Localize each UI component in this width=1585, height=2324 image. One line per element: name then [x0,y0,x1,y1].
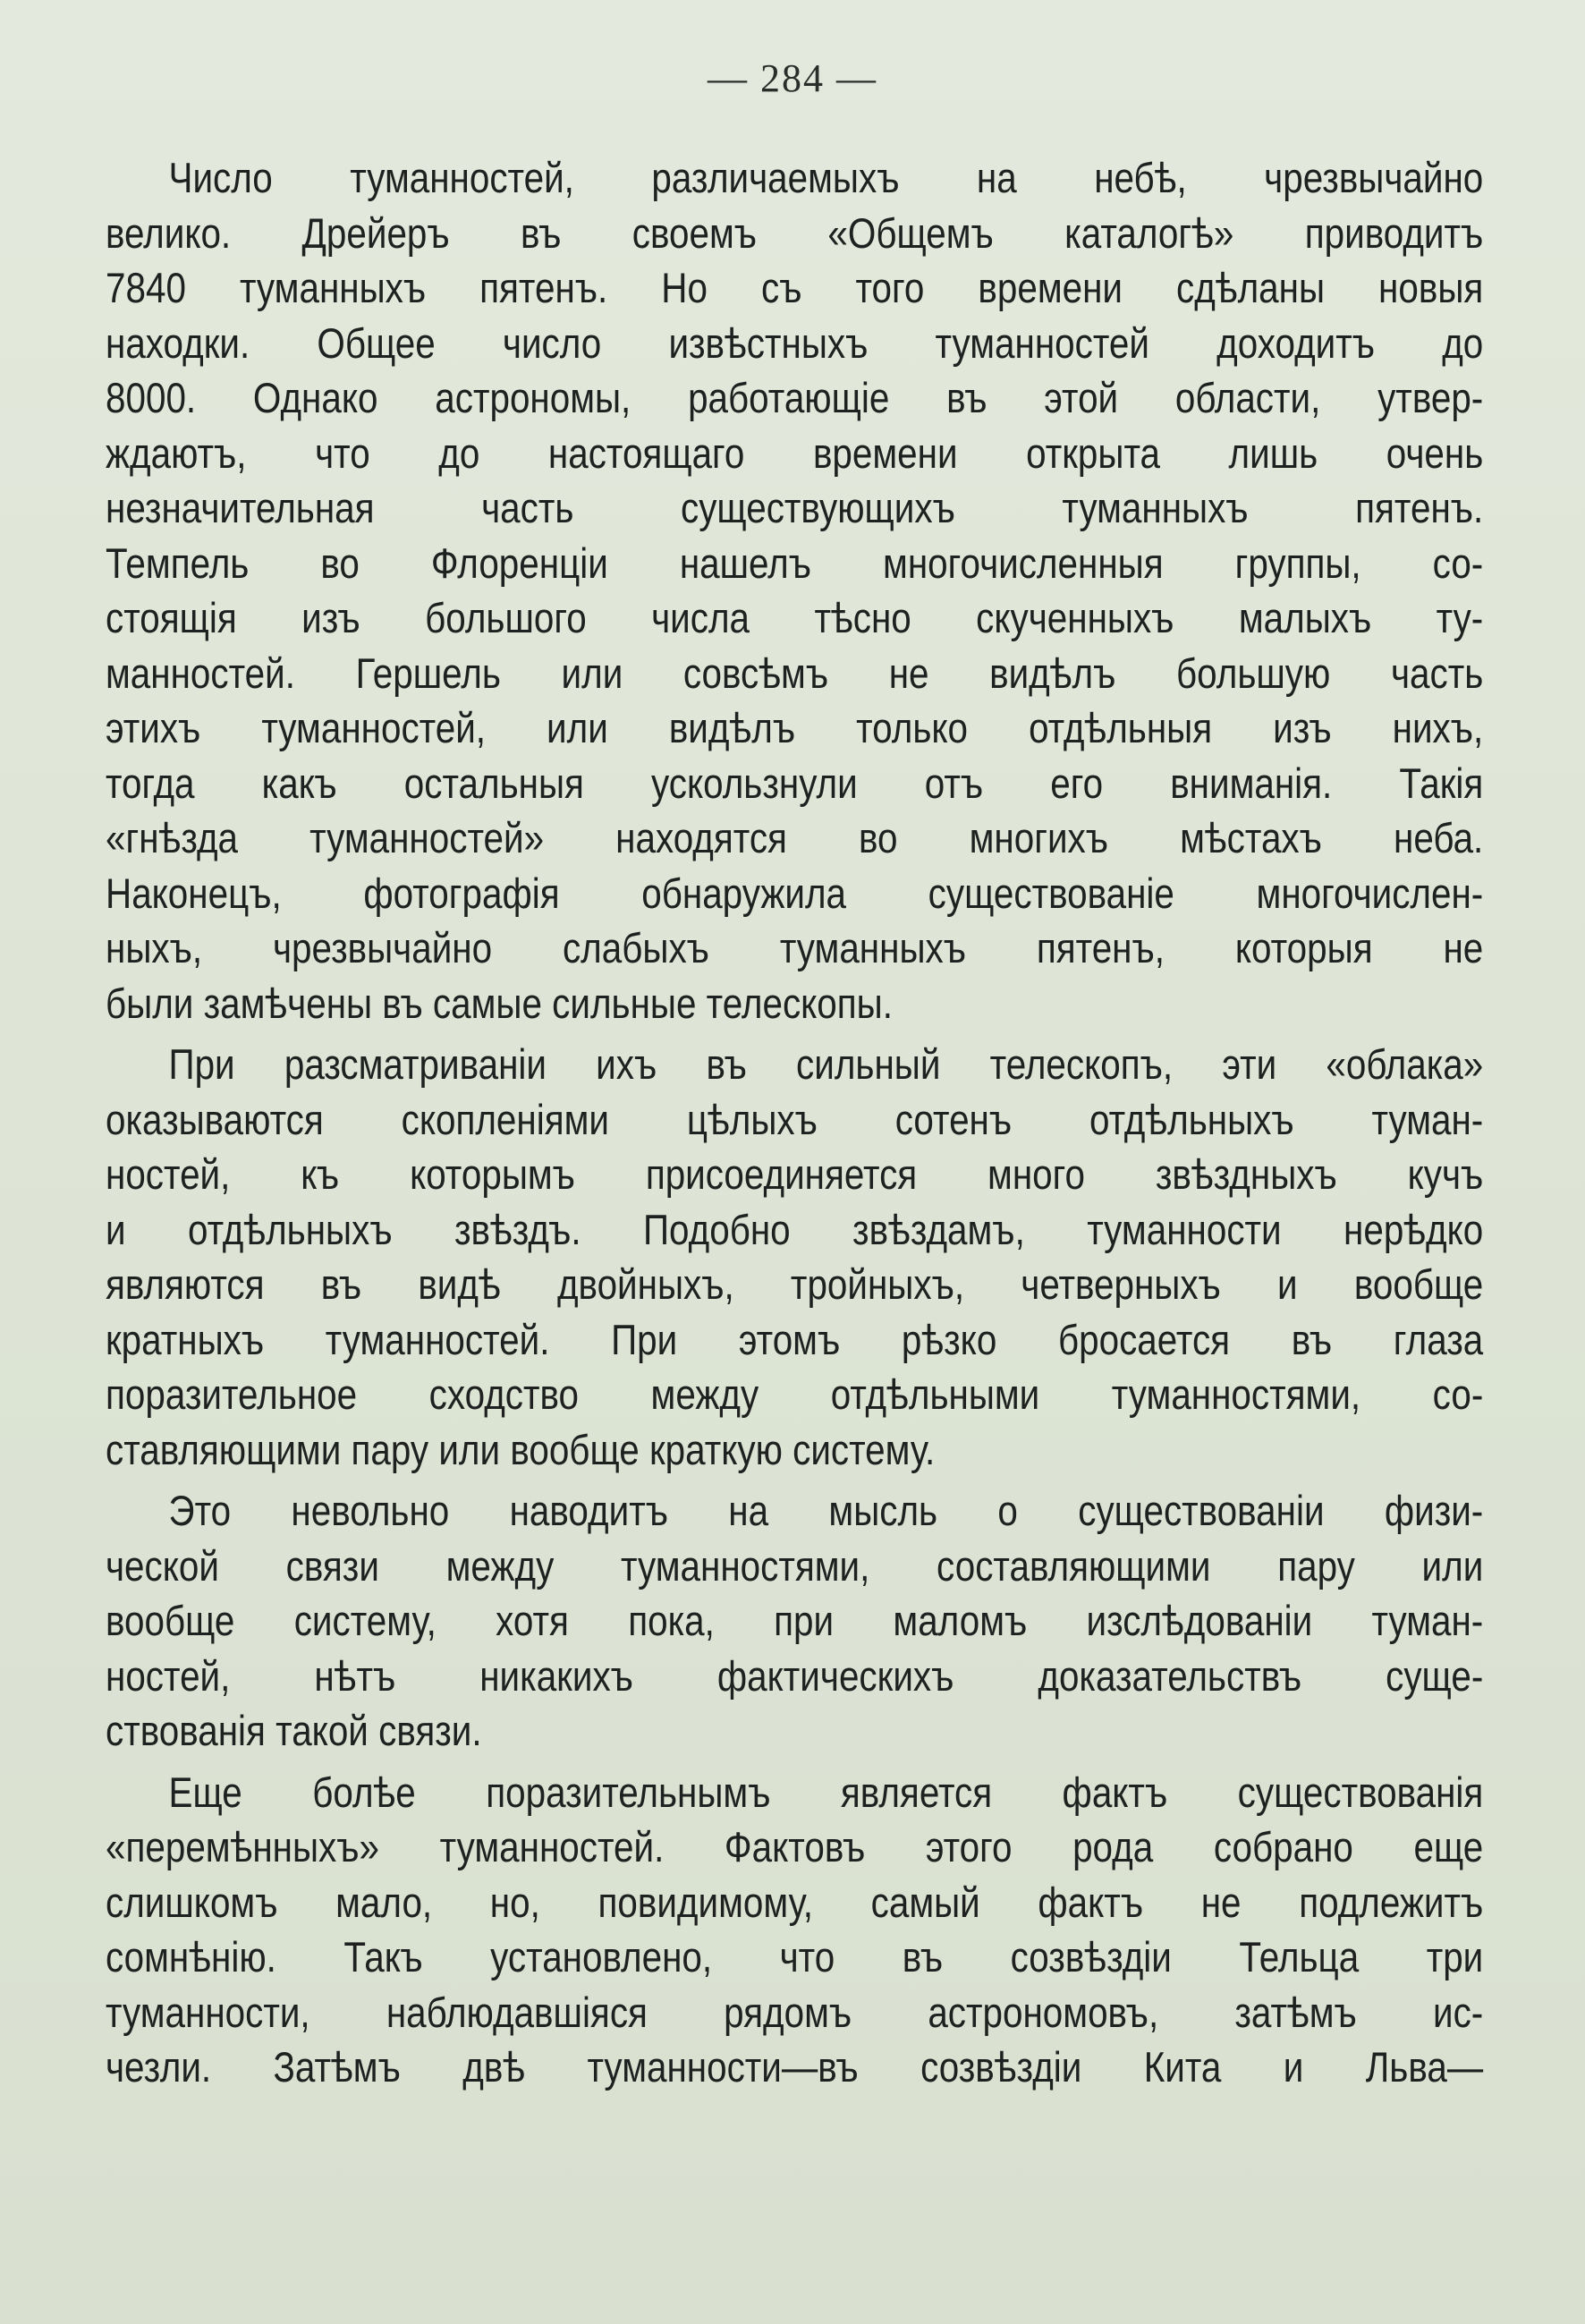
paragraph-gap [106,1477,1483,1483]
text-line: «перемѣнныхъ» туманностей. Фактовъ этого рода собрано еще [106,1823,1484,1870]
text-line: оказываются скопленіями цѣлыхъ сотенъ отдѣльныхъ туман- [106,1095,1484,1143]
text-line: тогда какъ остальныя ускользнули отъ его вниманія. Такія [106,759,1484,807]
text-line: сомнѣнію. Такъ установлено, что въ созвѣздіи Тельца три [106,1933,1484,1980]
text-line: вообще систему, хотя пока, при маломъ изслѣдованіи туман- [106,1597,1484,1644]
text-line: туманности, наблюдавшіяся рядомъ астрономовъ, затѣмъ ис- [106,1988,1484,2036]
text-line: 7840 туманныхъ пятенъ. Но съ того времени сдѣланы новыя [106,264,1484,311]
text-line: велико. Дрейеръ въ своемъ «Общемъ каталогѣ» приводитъ [106,208,1484,257]
text-line: Это невольно наводитъ на мысль о существованіи физи- [168,1487,1484,1534]
paragraph-gap [106,1031,1483,1037]
text-line: Темпель во Флоренціи нашелъ многочисленныя группы, со- [106,539,1484,587]
text-line: манностей. Гершель или совсѣмъ не видѣлъ большую часть [106,649,1484,697]
text-line: ныхъ, чрезвычайно слабыхъ туманныхъ пятенъ, которыя не [106,924,1484,971]
text-line: ждаютъ, что до настоящаго времени открыта лишь очень [106,428,1484,477]
text-line: стоящія изъ большого числа тѣсно скученныхъ малыхъ ту- [106,594,1484,641]
text-line: ческой связи между туманностями, составляющими пару или [106,1541,1484,1590]
paragraph-gap [106,1759,1483,1765]
text-line: являются въ видѣ двойныхъ, тройныхъ, четверныхъ и вообще [106,1260,1484,1308]
page-number: — 284 — [708,56,877,100]
text-line: ставляющими пару или вообще краткую систему. [106,1425,936,1473]
text-line: «гнѣзда туманностей» находятся во многихъ мѣстахъ неба. [106,814,1484,861]
text-line: были замѣчены въ самые сильные телескопы. [106,979,893,1027]
text-line: Еще болѣе поразительнымъ является фактъ существованія [168,1768,1484,1816]
text-line: и отдѣльныхъ звѣздъ. Подобно звѣздамъ, туманности нерѣдко [106,1205,1484,1253]
paragraph [106,1483,1483,1759]
text-line: незначительная часть существующихъ туманныхъ пятенъ. [106,484,1484,531]
paragraph [106,150,1483,1031]
text-line: ностей, нѣтъ никакихъ фактическихъ доказательствъ суще- [106,1651,1484,1700]
text-line: ствованія такой связи. [106,1707,482,1754]
text-line: поразительное сходство между отдѣльными туманностями, со- [106,1370,1484,1418]
text-line: кратныхъ туманностей. При этомъ рѣзко бросается въ глаза [106,1315,1484,1363]
text-line: чезли. Затѣмъ двѣ туманности—въ созвѣздіи Кита и Льва— [106,2043,1484,2091]
text-line: находки. Общее число извѣстныхъ туманностей доходитъ до [106,318,1484,367]
text-line: Наконецъ, фотографія обнаружила существованіе многочислен- [106,869,1484,917]
text-line: 8000. Однако астрономы, работающіе въ этой области, утвер- [106,374,1484,421]
text-line: этихъ туманностей, или видѣлъ только отдѣльныя изъ нихъ, [106,704,1484,751]
text-line: При разсматриваніи ихъ въ сильный телескопъ, эти «облака» [168,1040,1484,1088]
paragraph [106,1037,1483,1477]
text-line: ностей, къ которымъ присоединяется много звѣздныхъ кучъ [106,1150,1484,1198]
body-text [106,150,1483,2095]
paragraph [106,1765,1483,2095]
text-line: слишкомъ мало, но, повидимому, самый фактъ не подлежитъ [106,1878,1484,1926]
text-line: Число туманностей, различаемыхъ на небѣ, чрезвычайно [168,154,1484,201]
